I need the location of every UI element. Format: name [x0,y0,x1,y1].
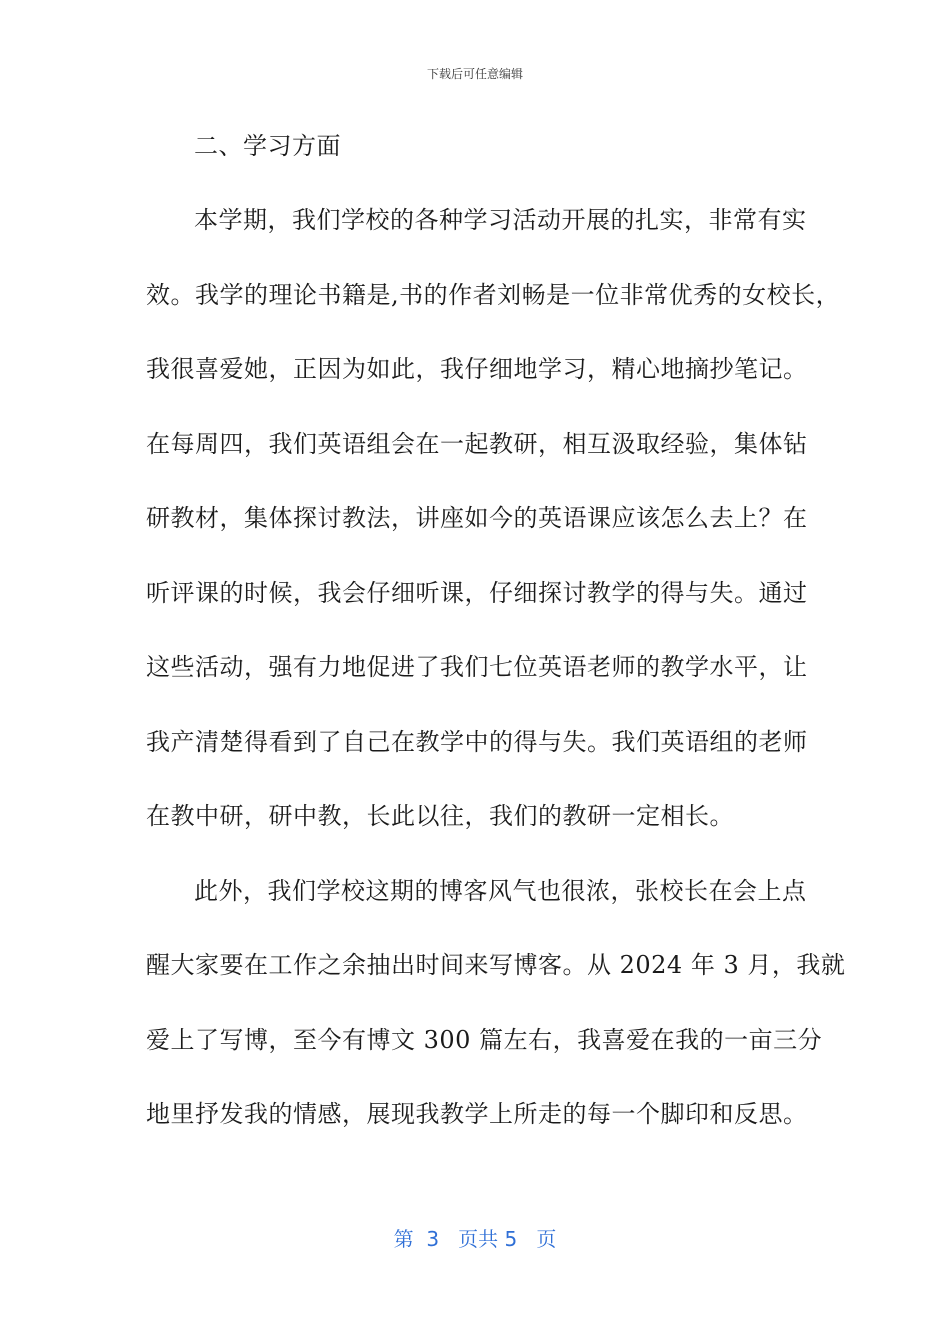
paragraph-line: 在每周四，我们英语组会在一起教研，相互汲取经验，集体钻 [146,430,808,458]
section-heading: 二、学习方面 [194,132,341,160]
paragraph-line: 研教材，集体探讨教法，讲座如今的英语课应该怎么去上？在 [146,504,808,532]
paragraph-line: 听评课的时候，我会仔细听课，仔细探讨教学的得与失。通过 [146,579,808,607]
paragraph-line: 我产清楚得看到了自己在教学中的得与失。我们英语组的老师 [146,728,808,756]
page-number-footer: 第 3 页共 5 页 [393,1227,557,1251]
paragraph-line: 地里抒发我的情感，展现我教学上所走的每一个脚印和反思。 [146,1100,808,1128]
paragraph-line: 我很喜爱她，正因为如此，我仔细地学习，精心地摘抄笔记。 [146,355,808,383]
paragraph-line: 在教中研，研中教，长此以往，我们的教研一定相长。 [146,802,734,830]
paragraph-line: 本学期，我们学校的各种学习活动开展的扎实，非常有实 [194,206,807,234]
paragraph-line: 醒大家要在工作之余抽出时间来写博客。从 2024 年 3 月，我就 [146,951,846,979]
paragraph-line: 这些活动，强有力地促进了我们七位英语老师的教学水平，让 [146,653,808,681]
paragraph-line: 此外，我们学校这期的博客风气也很浓，张校长在会上点 [194,877,807,905]
page-header: 下载后可任意编辑 [426,67,523,81]
paragraph-line: 效。我学的理论书籍是,书的作者刘畅是一位非常优秀的女校长， [146,281,841,309]
paragraph-line: 爱上了写博，至今有博文 300 篇左右，我喜爱在我的一亩三分 [146,1026,823,1054]
